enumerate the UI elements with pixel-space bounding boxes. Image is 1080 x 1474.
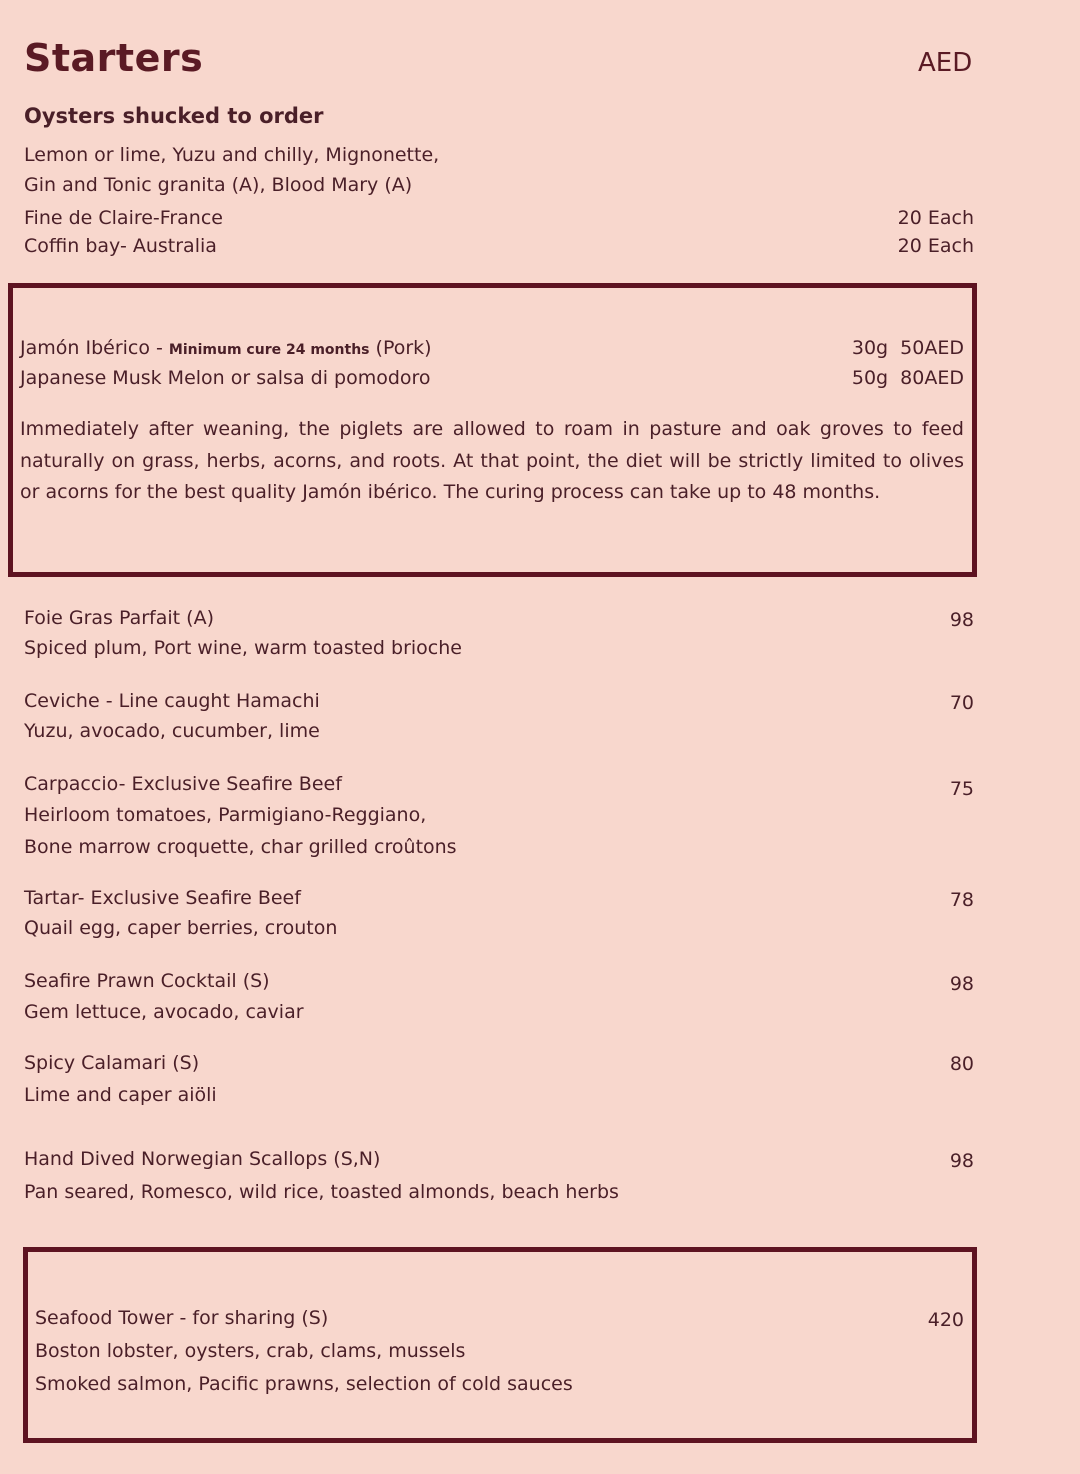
dish-name: Spicy Calamari (S)	[24, 1052, 200, 1074]
oyster-item-name: Fine de Claire-France	[24, 207, 223, 229]
seafood-tower-desc-line-1: Boston lobster, oysters, crab, clams, mussels	[35, 1340, 466, 1362]
jamon-suffix: (Pork)	[369, 337, 432, 359]
dish-name: Tartar- Exclusive Seafire Beef	[24, 887, 301, 909]
oyster-item-name: Coffin bay- Australia	[24, 235, 217, 257]
jamon-name: Jamón Ibérico -	[20, 337, 169, 359]
dish-description: Quail egg, caper berries, crouton	[24, 917, 338, 939]
dish-price: 98	[949, 973, 974, 995]
dish-name: Foie Gras Parfait (A)	[24, 607, 214, 629]
dish-description: Heirloom tomatoes, Parmigiano-Reggiano,	[24, 804, 427, 826]
oyster-item-price: 20 Each	[897, 207, 974, 229]
dish-name: Ceviche - Line caught Hamachi	[24, 690, 320, 712]
seafood-tower-desc-line-2: Smoked salmon, Pacific prawns, selection of cold sauces	[35, 1373, 573, 1395]
dish-description: Lime and caper aiöli	[24, 1084, 217, 1106]
jamon-title	[20, 337, 432, 359]
dish-description: Spiced plum, Port wine, warm toasted brioche	[24, 637, 462, 659]
dish-price: 70	[949, 692, 974, 714]
page-title: Starters	[24, 36, 204, 80]
jamon-cure-note: Minimum cure 24 months	[168, 342, 370, 358]
dish-price: 75	[949, 778, 974, 800]
dish-name: Hand Dived Norwegian Scallops (S,N)	[24, 1148, 381, 1170]
oysters-desc-line-2: Gin and Tonic granita (A), Blood Mary (A)	[24, 174, 413, 196]
oyster-item-price: 20 Each	[897, 235, 974, 257]
dish-description-line-2: Bone marrow croquette, char grilled croûtons	[24, 836, 457, 858]
oysters-desc-line-1: Lemon or lime, Yuzu and chilly, Mignonette,	[24, 144, 440, 166]
jamon-description: Immediately after weaning, the piglets are allowed to roam in pasture and oak groves to feed naturally on grass, herbs, acorns, and roots. At that point, the diet will be strictly limited to olives or acorns for the best quality Jamón ibérico. The curing process can take up to 48 months.	[20, 418, 964, 503]
dish-description: Gem lettuce, avocado, caviar	[24, 1001, 304, 1023]
currency-label: AED	[918, 48, 973, 78]
dish-name: Carpaccio- Exclusive Seafire Beef	[24, 773, 342, 795]
oysters-heading: Oysters shucked to order	[24, 104, 324, 128]
dish-price: 78	[949, 889, 974, 911]
dish-price: 98	[949, 609, 974, 631]
dish-price: 80	[949, 1053, 974, 1075]
dish-description: Yuzu, avocado, cucumber, lime	[24, 720, 320, 742]
jamon-price-30g: 30g 50AED	[851, 337, 964, 359]
jamon-accompaniment: Japanese Musk Melon or salsa di pomodoro	[20, 367, 431, 389]
dish-name: Seafire Prawn Cocktail (S)	[24, 970, 270, 992]
dish-price: 98	[949, 1150, 974, 1172]
dish-description: Pan seared, Romesco, wild rice, toasted almonds, beach herbs	[24, 1181, 619, 1203]
seafood-tower-name: Seafood Tower - for sharing (S)	[35, 1307, 329, 1329]
jamon-price-50g: 50g 80AED	[851, 367, 964, 389]
seafood-tower-price: 420	[927, 1309, 964, 1331]
